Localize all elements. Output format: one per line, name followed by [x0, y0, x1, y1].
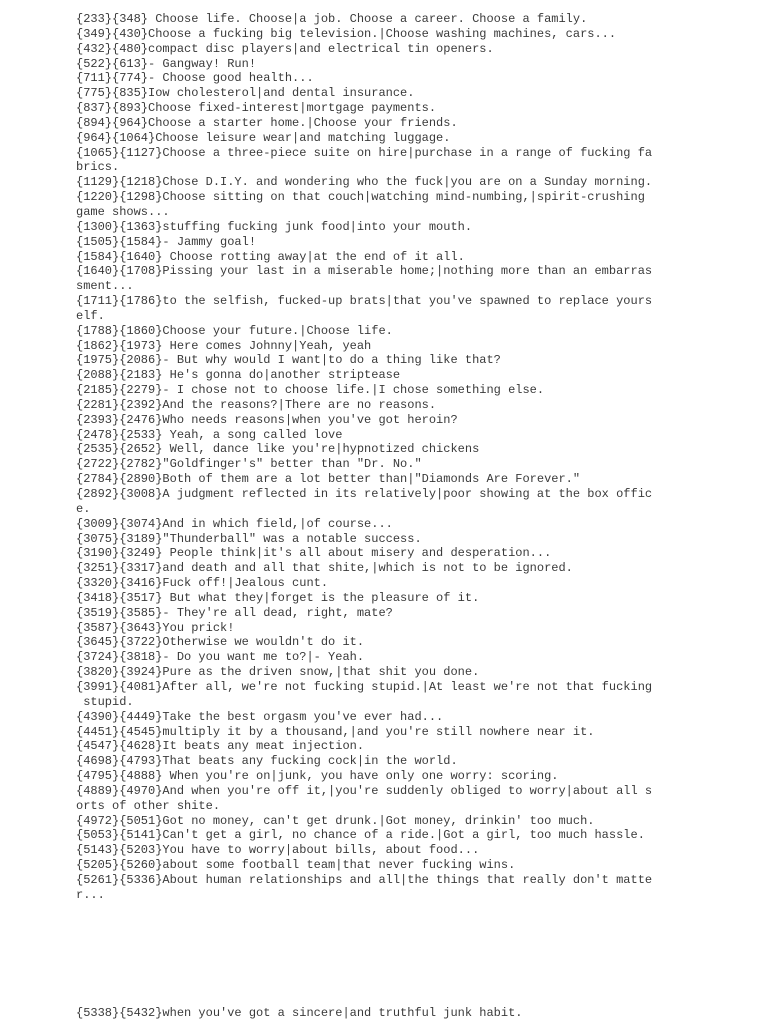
subtitle-line: {5143}{5203}You have to worry|about bills, about food...: [76, 843, 480, 858]
subtitle-line: {2478}{2533} Yeah, a song called love: [76, 427, 343, 442]
subtitle-line: {837}{893}Choose fixed-interest|mortgage payments.: [76, 101, 437, 116]
subtitle-line: {2185}{2279}- I chose not to choose life.|I chose something else.: [76, 383, 545, 398]
subtitle-line: {711}{774}- Choose good health...: [76, 71, 314, 86]
subtitle-line: {5053}{5141}Can't get a girl, no chance of a ride.|Got a girl, too much hassle.: [76, 828, 645, 843]
subtitle-line: {4390}{4449}Take the best orgasm you've ever had...: [76, 709, 444, 724]
subtitle-line: brics.: [76, 160, 120, 175]
subtitle-line: {2393}{2476}Who needs reasons|when you've got heroin?: [76, 412, 458, 427]
subtitle-line: {5205}{5260}about some football team|that never fucking wins.: [76, 858, 516, 873]
subtitle-line: {3587}{3643}You prick!: [76, 620, 235, 635]
subtitle-line: e.: [76, 501, 91, 516]
subtitle-line: {3009}{3074}And in which field,|of course...: [76, 516, 393, 531]
subtitle-line: {1300}{1363}stuffing fucking junk food|into your mouth.: [76, 219, 473, 234]
subtitle-line: {3991}{4081}After all, we're not fucking stupid.|At least we're not that fucking: [76, 679, 653, 694]
subtitle-line: {3320}{3416}Fuck off!|Jealous cunt.: [76, 576, 329, 591]
subtitle-line: {4451}{4545}multiply it by a thousand,|and you're still nowhere near it.: [76, 724, 595, 739]
subtitle-line: {1065}{1127}Choose a three-piece suite on hire|purchase in a range of fucking fa: [76, 145, 653, 160]
subtitle-line: stupid.: [76, 694, 134, 709]
subtitle-line: {1711}{1786}to the selfish, fucked-up brats|that you've spawned to replace yours: [76, 294, 653, 309]
subtitle-line: {5261}{5336}About human relationships and all|the things that really don't matte: [76, 872, 653, 887]
subtitle-line: {3519}{3585}- They're all dead, right, mate?: [76, 605, 393, 620]
subtitle-line: game shows...: [76, 204, 170, 219]
subtitle-line: {522}{613}- Gangway! Run!: [76, 56, 257, 71]
subtitle-text-block: [76, 12, 676, 903]
subtitle-line: {4698}{4793}That beats any fucking cock|in the world.: [76, 754, 458, 769]
subtitle-line: {2088}{2183} He's gonna do|another striptease: [76, 368, 401, 383]
subtitle-line: {3418}{3517} But what they|forget is the pleasure of it.: [76, 590, 480, 605]
subtitle-line: {1129}{1218}Chose D.I.Y. and wondering who the fuck|you are on a Sunday morning.: [76, 175, 653, 190]
subtitle-line: {1975}{2086}- But why would I want|to do a thing like that?: [76, 353, 501, 368]
subtitle-line: {1505}{1584}- Jammy goal!: [76, 234, 257, 249]
subtitle-line: {3251}{3317}and death and all that shite,|which is not to be ignored.: [76, 561, 573, 576]
subtitle-line: {1862}{1973} Here comes Johnny|Yeah, yeah: [76, 338, 372, 353]
subtitle-line: {2892}{3008}A judgment reflected in its relatively|poor showing at the box offic: [76, 487, 653, 501]
subtitle-line: {2784}{2890}Both of them are a lot better than|"Diamonds Are Forever.": [76, 472, 581, 487]
subtitle-line: {1788}{1860}Choose your future.|Choose life.: [76, 323, 393, 338]
subtitle-line: {894}{964}Choose a starter home.|Choose your friends.: [76, 115, 458, 130]
subtitle-line: {4795}{4888} When you're on|junk, you have only one worry: scoring.: [76, 769, 559, 784]
subtitle-line: {4547}{4628}It beats any meat injection.: [76, 739, 365, 754]
subtitle-line: {964}{1064}Choose leisure wear|and matching luggage.: [76, 130, 451, 145]
subtitle-line: {2722}{2782}"Goldfinger's" better than "Dr. No.": [76, 457, 422, 472]
subtitle-line: {432}{480}compact disc players|and electrical tin openers.: [76, 41, 494, 56]
subtitle-line: elf.: [76, 308, 105, 323]
subtitle-line: {3820}{3924}Pure as the driven snow,|that shit you done.: [76, 665, 480, 680]
subtitle-line: {3724}{3818}- Do you want me to?|- Yeah.: [76, 650, 365, 665]
subtitle-line: {3645}{3722}Otherwise we wouldn't do it.: [76, 635, 365, 650]
subtitle-line: {1584}{1640} Choose rotting away|at the end of it all.: [76, 249, 465, 264]
subtitle-line: {2535}{2652} Well, dance like you're|hypnotized chickens: [76, 442, 480, 457]
subtitle-line: {233}{348} Choose life. Choose|a job. Choose a career. Choose a family.: [76, 12, 588, 26]
subtitle-line: {349}{430}Choose a fucking big television.|Choose washing machines, cars...: [76, 26, 617, 41]
subtitle-line: {1640}{1708}Pissing your last in a miserable home;|nothing more than an embarras: [76, 264, 653, 279]
subtitle-line: {1220}{1298}Choose sitting on that couch|watching mind-numbing,|spirit-crushing: [76, 190, 645, 205]
subtitle-line: {775}{835}Iow cholesterol|and dental insurance.: [76, 86, 415, 101]
subtitle-line: orts of other shite.: [76, 798, 221, 813]
subtitle-line: sment...: [76, 279, 134, 294]
subtitle-line: {3190}{3249} People think|it's all about misery and desperation...: [76, 546, 552, 561]
subtitle-line: r...: [76, 887, 105, 902]
subtitle-line: {4889}{4970}And when you're off it,|you're suddenly obliged to worry|about all s: [76, 783, 653, 798]
subtitle-line: {4972}{5051}Got no money, can't get drunk.|Got money, drinkin' too much.: [76, 813, 595, 828]
subtitle-line: {2281}{2392}And the reasons?|There are no reasons.: [76, 397, 437, 412]
subtitle-line: {3075}{3189}"Thunderball" was a notable success.: [76, 531, 422, 546]
subtitle-last-line: {5338}{5432}when you've got a sincere|and truthful junk habit.: [76, 1006, 523, 1020]
